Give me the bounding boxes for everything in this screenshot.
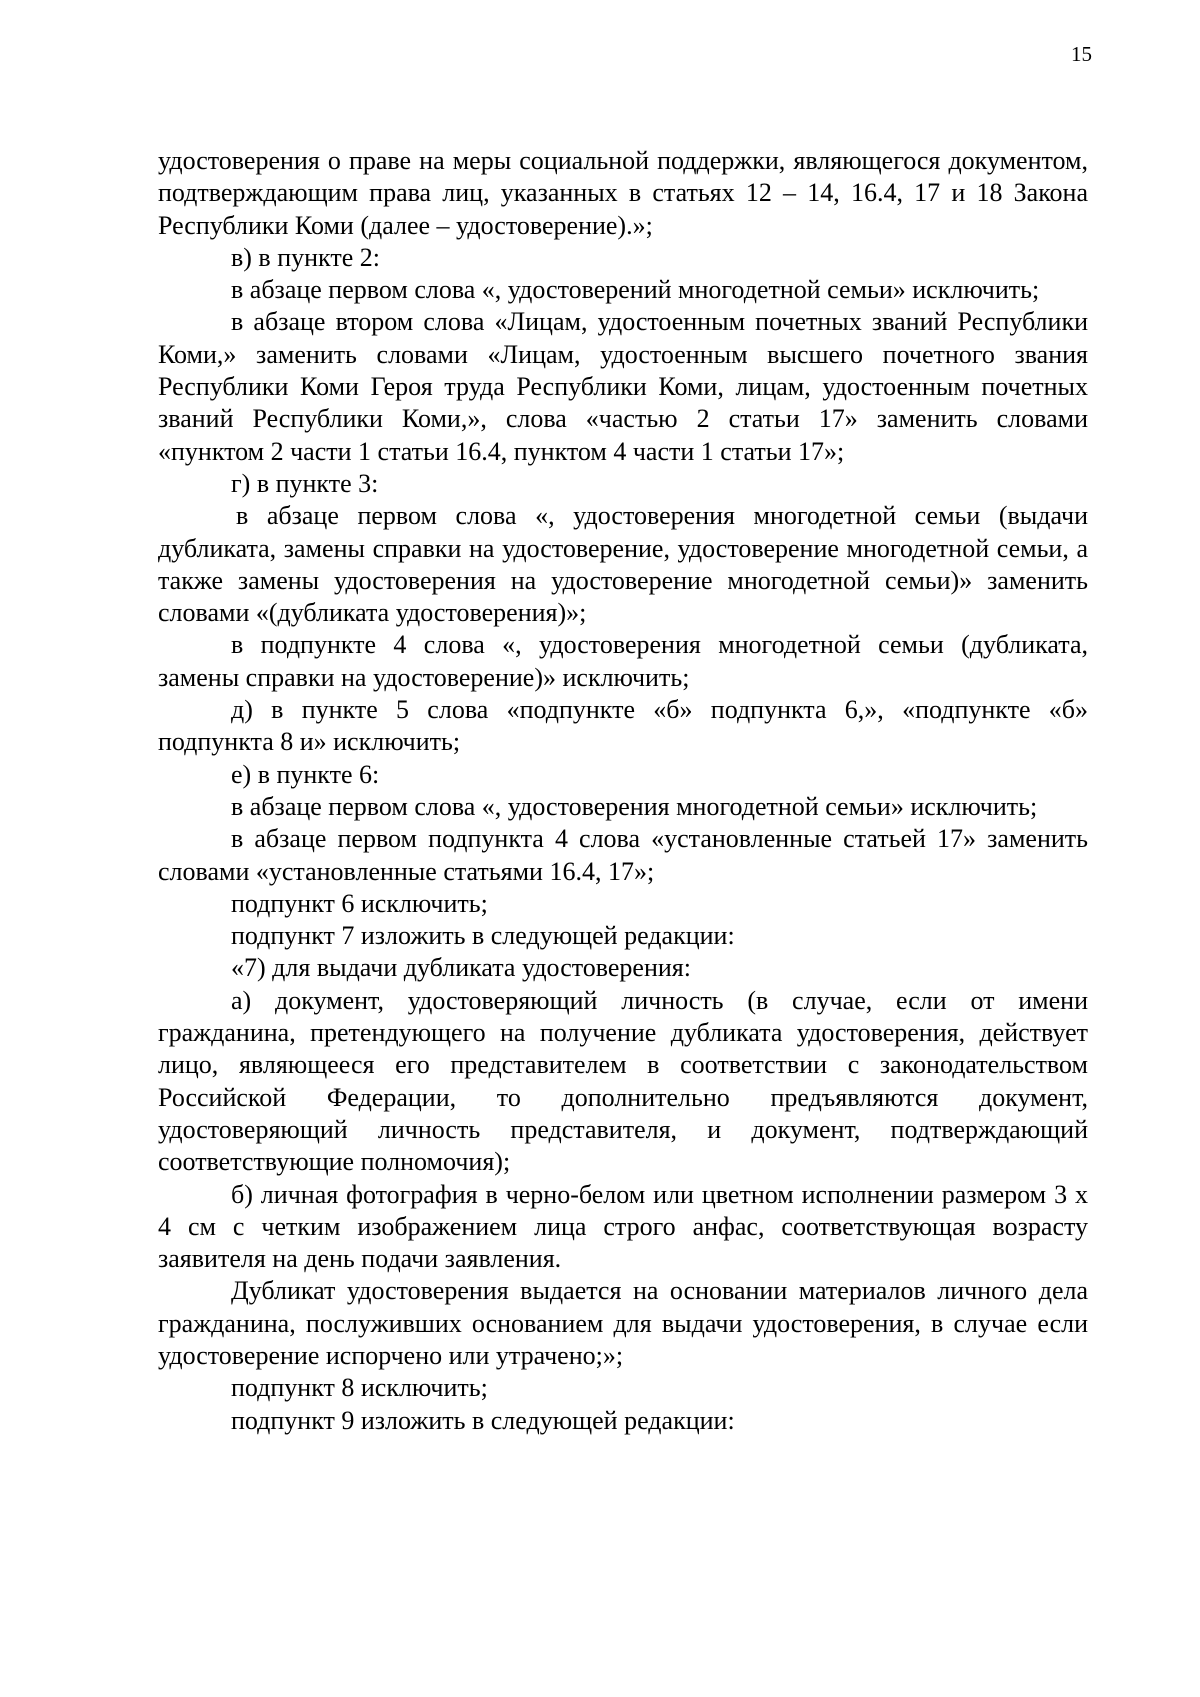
paragraph: подпункт 9 изложить в следующей редакции: xyxy=(231,1405,735,1435)
paragraph: в абзаце первом слова «, удостоверения многодетной семьи (выдачи дубликата, замены справки на удостоверение, удостоверение многодетной семьи, а также замены удостоверения на удостоверение многодетной семьи)» заменить словами «(дубликата удостоверения)»; xyxy=(158,501,1088,628)
paragraph: подпункт 7 изложить в следующей редакции: xyxy=(231,921,735,951)
paragraph: удостоверения о праве на меры социальной поддержки, являющегося документом, подтверждающим права лиц, указанных в статьях 12 – 14, 16.4, 17 и 18 Закона Республики Коми (далее – удостоверение).»; xyxy=(158,146,1088,240)
paragraph: в абзаце первом подпункта 4 слова «установленные статьей 17» заменить словами «установленные статьями 16.4, 17»; xyxy=(158,824,1088,886)
paragraph: е) в пункте 6: xyxy=(231,759,380,789)
page-number: 15 xyxy=(1071,42,1092,66)
paragraph: д) в пункте 5 слова «подпункте «б» подпункта 6,», «подпункте «б» подпункта 8 и» исключить; xyxy=(158,695,1088,757)
paragraph: в подпункте 4 слова «, удостоверения многодетной семьи (дубликата, замены справки на удостоверение)» исключить; xyxy=(158,630,1088,692)
paragraph: в абзаце втором слова «Лицам, удостоенным почетных званий Республики Коми,» заменить словами «Лицам, удостоенным высшего почетного звания Республики Коми Героя труда Республики Коми, лицам, удостоенным почетных званий Республики Коми,», слова «частью 2 статьи 17» заменить словами «пунктом 2 части 1 статьи 16.4, пунктом 4 части 1 статьи 17»; xyxy=(158,307,1088,466)
document-body xyxy=(158,145,1088,1437)
paragraph: в абзаце первом слова «, удостоверений многодетной семьи» исключить; xyxy=(231,275,1040,305)
paragraph: б) личная фотография в черно-белом или цветном исполнении размером 3 x 4 см с четким изображением лица строго анфас, соответствующая возрасту заявителя на день подачи заявления. xyxy=(158,1179,1088,1274)
paragraph: а) документ, удостоверяющий личность (в случае, если от имени гражданина, претендующего на получение дубликата удостоверения, действует лицо, являющееся его представителем в соответствии с законодательством Российской Федерации, то дополнительно предъявляются документ, удостоверяющий личность представителя, и документ, подтверждающий соответствующие полномочия); xyxy=(158,985,1088,1177)
paragraph: Дубликат удостоверения выдается на основании материалов личного дела гражданина, послуживших основанием для выдачи удостоверения, в случае если удостоверение испорчено или утрачено;»; xyxy=(158,1276,1088,1370)
paragraph: «7) для выдачи дубликата удостоверения: xyxy=(231,953,691,983)
paragraph: г) в пункте 3: xyxy=(231,468,379,498)
paragraph: в абзаце первом слова «, удостоверения многодетной семьи» исключить; xyxy=(231,791,1038,821)
paragraph: подпункт 6 исключить; xyxy=(231,888,488,918)
paragraph: подпункт 8 исключить; xyxy=(231,1373,488,1403)
paragraph: в) в пункте 2: xyxy=(231,242,380,272)
